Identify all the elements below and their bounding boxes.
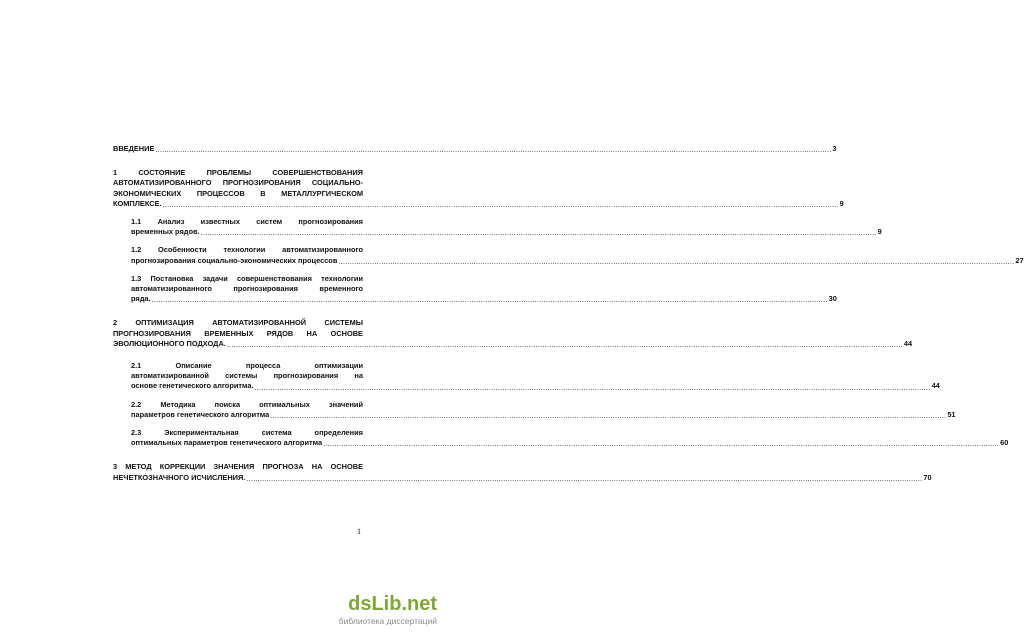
toc-leader-dots: ............................................................................................................................................................................................................................................................................................................ (151, 295, 828, 305)
toc-leader-dots: ............................................................................................................................................................................................................................................................................................................ (226, 340, 903, 350)
toc-entry (131, 245, 1024, 266)
toc-page-number: 27 (1015, 255, 1024, 265)
toc-entry (113, 462, 932, 483)
toc-entry (131, 399, 956, 421)
toc-page-number: 9 (877, 227, 882, 237)
toc-entry-title: параметров генетического алгоритма (131, 409, 270, 419)
toc-entry-title: ряда. (131, 294, 151, 304)
watermark-subtitle: библиотека диссертаций (338, 616, 437, 626)
toc-leader-dots: ............................................................................................................................................................................................................................................................................................................ (200, 228, 877, 238)
toc-entry-line: автоматизированной системы прогнозирования на (131, 371, 363, 381)
toc-leader-dots: ............................................................................................................................................................................................................................................................................................................ (162, 200, 839, 210)
toc-entry-line: 2.1 Описание процесса оптимизации (131, 361, 363, 371)
toc-leader-dots: ............................................................................................................................................................................................................................................................................................................ (254, 382, 931, 392)
toc-entry-line: АВТОМАТИЗИРОВАННОГО ПРОГНОЗИРОВАНИЯ СОЦИАЛЬНО- (113, 178, 363, 188)
page-number: 1 (357, 527, 361, 536)
toc-entry (113, 318, 913, 350)
toc-entry-title: НЕЧЕТКОЗНАЧНОГО ИСЧИСЛЕНИЯ. (113, 472, 246, 482)
toc-leader-dots: ............................................................................................................................................................................................................................................................................................................ (323, 439, 1000, 449)
toc-entry-line: 2 ОПТИМИЗАЦИЯ АВТОМАТИЗИРОВАННОЙ СИСТЕМЫ (113, 318, 363, 328)
toc-entry-title: временных рядов. (131, 227, 200, 237)
toc-leader-dots: ............................................................................................................................................................................................................................................................................................................ (270, 411, 947, 421)
toc-entry (131, 361, 940, 392)
toc-page-number: 51 (947, 409, 956, 419)
toc-page-number: 9 (839, 198, 844, 208)
toc-entry (131, 428, 1009, 449)
toc-entry-line: 1.2 Особенности технологии автоматизированного (131, 245, 363, 255)
toc-entry-title: оптимальных параметров генетического алгоритма (131, 438, 323, 448)
toc-entry-title: основе генетического алгоритма. (131, 381, 254, 391)
watermark (339, 594, 437, 626)
toc-page-number: 44 (903, 338, 913, 348)
toc-page-number: 3 (832, 144, 837, 153)
toc-entry-line: ПРОГНОЗИРОВАНИЯ ВРЕМЕННЫХ РЯДОВ НА ОСНОВЕ (113, 328, 363, 338)
toc-entry-title: КОМПЛЕКСЕ. (113, 198, 162, 208)
toc-page-number: 70 (923, 472, 932, 482)
toc-leader-dots: ............................................................................................................................................................................................................................................................................................................ (155, 145, 832, 155)
toc-entry-line: 1.1 Анализ известных систем прогнозирования (131, 217, 363, 227)
toc-entry-line: 1 СОСТОЯНИЕ ПРОБЛЕМЫ СОВЕРШЕНСТВОВАНИЯ (113, 168, 363, 178)
toc-entry-line: 2.2 Методика поиска оптимальных значений (131, 399, 363, 409)
toc-entry-line: автоматизированного прогнозирования временного (131, 284, 363, 294)
toc-entry-line: ЭКОНОМИЧЕСКИХ ПРОЦЕССОВ В МЕТАЛЛУРГИЧЕСКОМ (113, 188, 363, 198)
toc-entry-line: 2.3 Экспериментальная система определения (131, 428, 363, 438)
toc-page-number: 30 (828, 294, 837, 304)
toc-entry-title: прогнозирования социально-экономических процессов (131, 255, 338, 265)
watermark-logo: dsLib.net (348, 593, 437, 615)
toc-leader-dots: ............................................................................................................................................................................................................................................................................................................ (338, 256, 1015, 266)
toc-entry (113, 144, 837, 155)
toc-entry-line: 3 МЕТОД КОРРЕКЦИИ ЗНАЧЕНИЯ ПРОГНОЗА НА ОСНОВЕ (113, 462, 363, 472)
toc-entry-line: 1.3 Постановка задачи совершенствования технологии (131, 273, 363, 283)
toc-page-number: 44 (931, 381, 940, 391)
toc-page-number: 60 (1000, 438, 1009, 448)
toc-entry-title: ВВЕДЕНИЕ (113, 144, 155, 153)
toc-leader-dots: ............................................................................................................................................................................................................................................................................................................ (246, 473, 923, 483)
toc-entry (131, 217, 882, 238)
toc-entry-title: ЭВОЛЮЦИОННОГО ПОДХОДА. (113, 338, 226, 348)
toc-entry (131, 273, 837, 305)
table-of-contents (113, 144, 1024, 483)
toc-entry (113, 168, 844, 210)
